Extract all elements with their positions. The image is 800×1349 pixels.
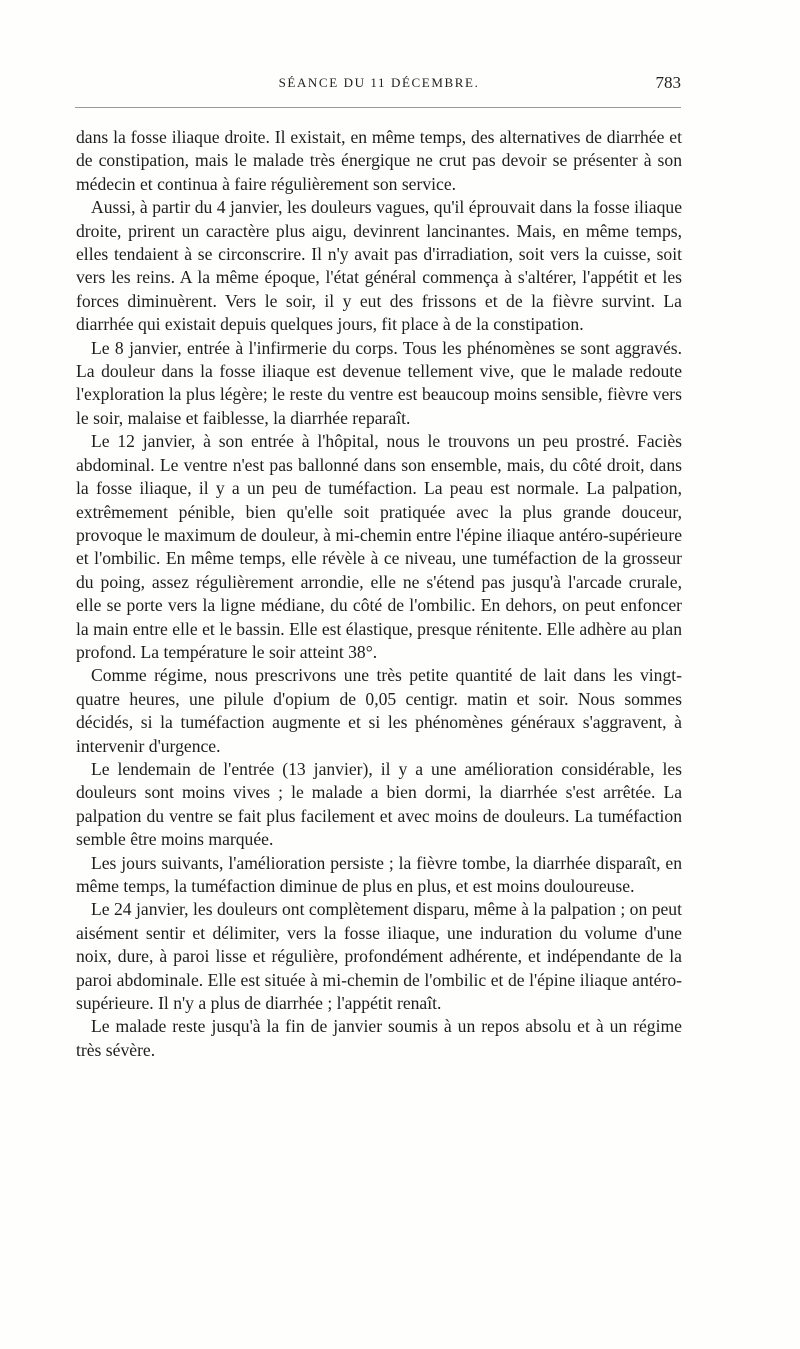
running-head xyxy=(77,73,681,97)
paragraph: Le lendemain de l'entrée (13 janvier), il y a une amélioration considérable, les douleurs sont moins vives ; le malade a bien dormi, la diarrhée s'est arrêtée. La palpation du ventre se fait plus facilement et avec moins de douleurs. La tuméfaction semble être moins marquée. xyxy=(76,758,682,850)
header-rule xyxy=(75,107,681,108)
running-title: SÉANCE DU 11 DÉCEMBRE. xyxy=(278,75,480,90)
paragraph: Le 12 janvier, à son entrée à l'hôpital, nous le trouvons un peu prostré. Faciès abdominal. Le ventre n'est pas ballonné dans son ensemble, mais, du côté droit, dans la fosse iliaque, il y a un peu de tuméfaction. La peau est normale. La palpation, extrêmement pénible, bien qu'elle soit pratiquée avec la plus grande douceur, provoque le maximum de douleur, à mi-chemin entre l'épine iliaque antéro-supérieure et l'ombilic. En même temps, elle révèle à ce niveau, une tuméfaction de la grosseur du poing, assez régulièrement arrondie, elle ne s'étend pas jusqu'à l'arcade crurale, elle se porte vers la ligne médiane, du côté de l'ombilic. En dehors, on peut enfoncer la main entre elle et le bassin. Elle est élastique, presque rénitente. Elle adhère au plan profond. La température le soir atteint 38°. xyxy=(76,431,682,662)
paragraph: Le malade reste jusqu'à la fin de janvier soumis à un repos absolu et à un régime très sévère. xyxy=(76,1016,682,1060)
paragraph: Aussi, à partir du 4 janvier, les douleurs vagues, qu'il éprouvait dans la fosse iliaque droite, prirent un caractère plus aigu, devinrent lancinantes. Mais, en même temps, elles tendaient à se circonscrire. Il n'y avait pas d'irradiation, soit vers la cuisse, soit vers les reins. A la même époque, l'état général commença à s'altérer, l'appétit et les forces diminuèrent. Vers le soir, il y eut des frissons et de la fièvre survint. La diarrhée qui existait depuis quelques jours, fit place à de la constipation. xyxy=(76,197,682,335)
paragraph: Le 8 janvier, entrée à l'infirmerie du corps. Tous les phénomènes se sont aggravés. La douleur dans la fosse iliaque est devenue tellement vive, que le malade redoute l'exploration la plus légère; le reste du ventre est beaucoup moins sensible, fièvre vers le soir, malaise et faiblesse, la diarrhée reparaît. xyxy=(76,337,682,428)
paragraph: Le 24 janvier, les douleurs ont complètement disparu, même à la palpation ; on peut aisément sentir et délimiter, vers la fosse iliaque, une induration du volume d'une noix, dure, à paroi lisse et régulière, profondément adhérente, et indépendante de la paroi abdominale. Elle est située à mi-chemin de l'ombilic et de l'épine iliaque antéro-supérieure. Il n'y a plus de diarrhée ; l'appétit renaît. xyxy=(76,899,682,1014)
paragraph: Comme régime, nous prescrivons une très petite quantité de lait dans les vingt-quatre heures, une pilule d'opium de 0,05 centigr. matin et soir. Nous sommes décidés, si la tuméfaction augmente et si les phénomènes généraux s'aggravent, à intervenir d'urgence. xyxy=(76,665,682,756)
page-number: 783 xyxy=(655,73,681,92)
paragraph: dans la fosse iliaque droite. Il existait, en même temps, des alternatives de diarrhée et de constipation, mais le malade très énergique ne crut pas devoir se présenter à son médecin et continua à faire régulièrement son service. xyxy=(76,127,682,194)
body-text xyxy=(76,126,682,1062)
paragraph: Les jours suivants, l'amélioration persiste ; la fièvre tombe, la diarrhée disparaît, en même temps, la tuméfaction diminue de plus en plus, et est moins douloureuse. xyxy=(76,852,682,896)
